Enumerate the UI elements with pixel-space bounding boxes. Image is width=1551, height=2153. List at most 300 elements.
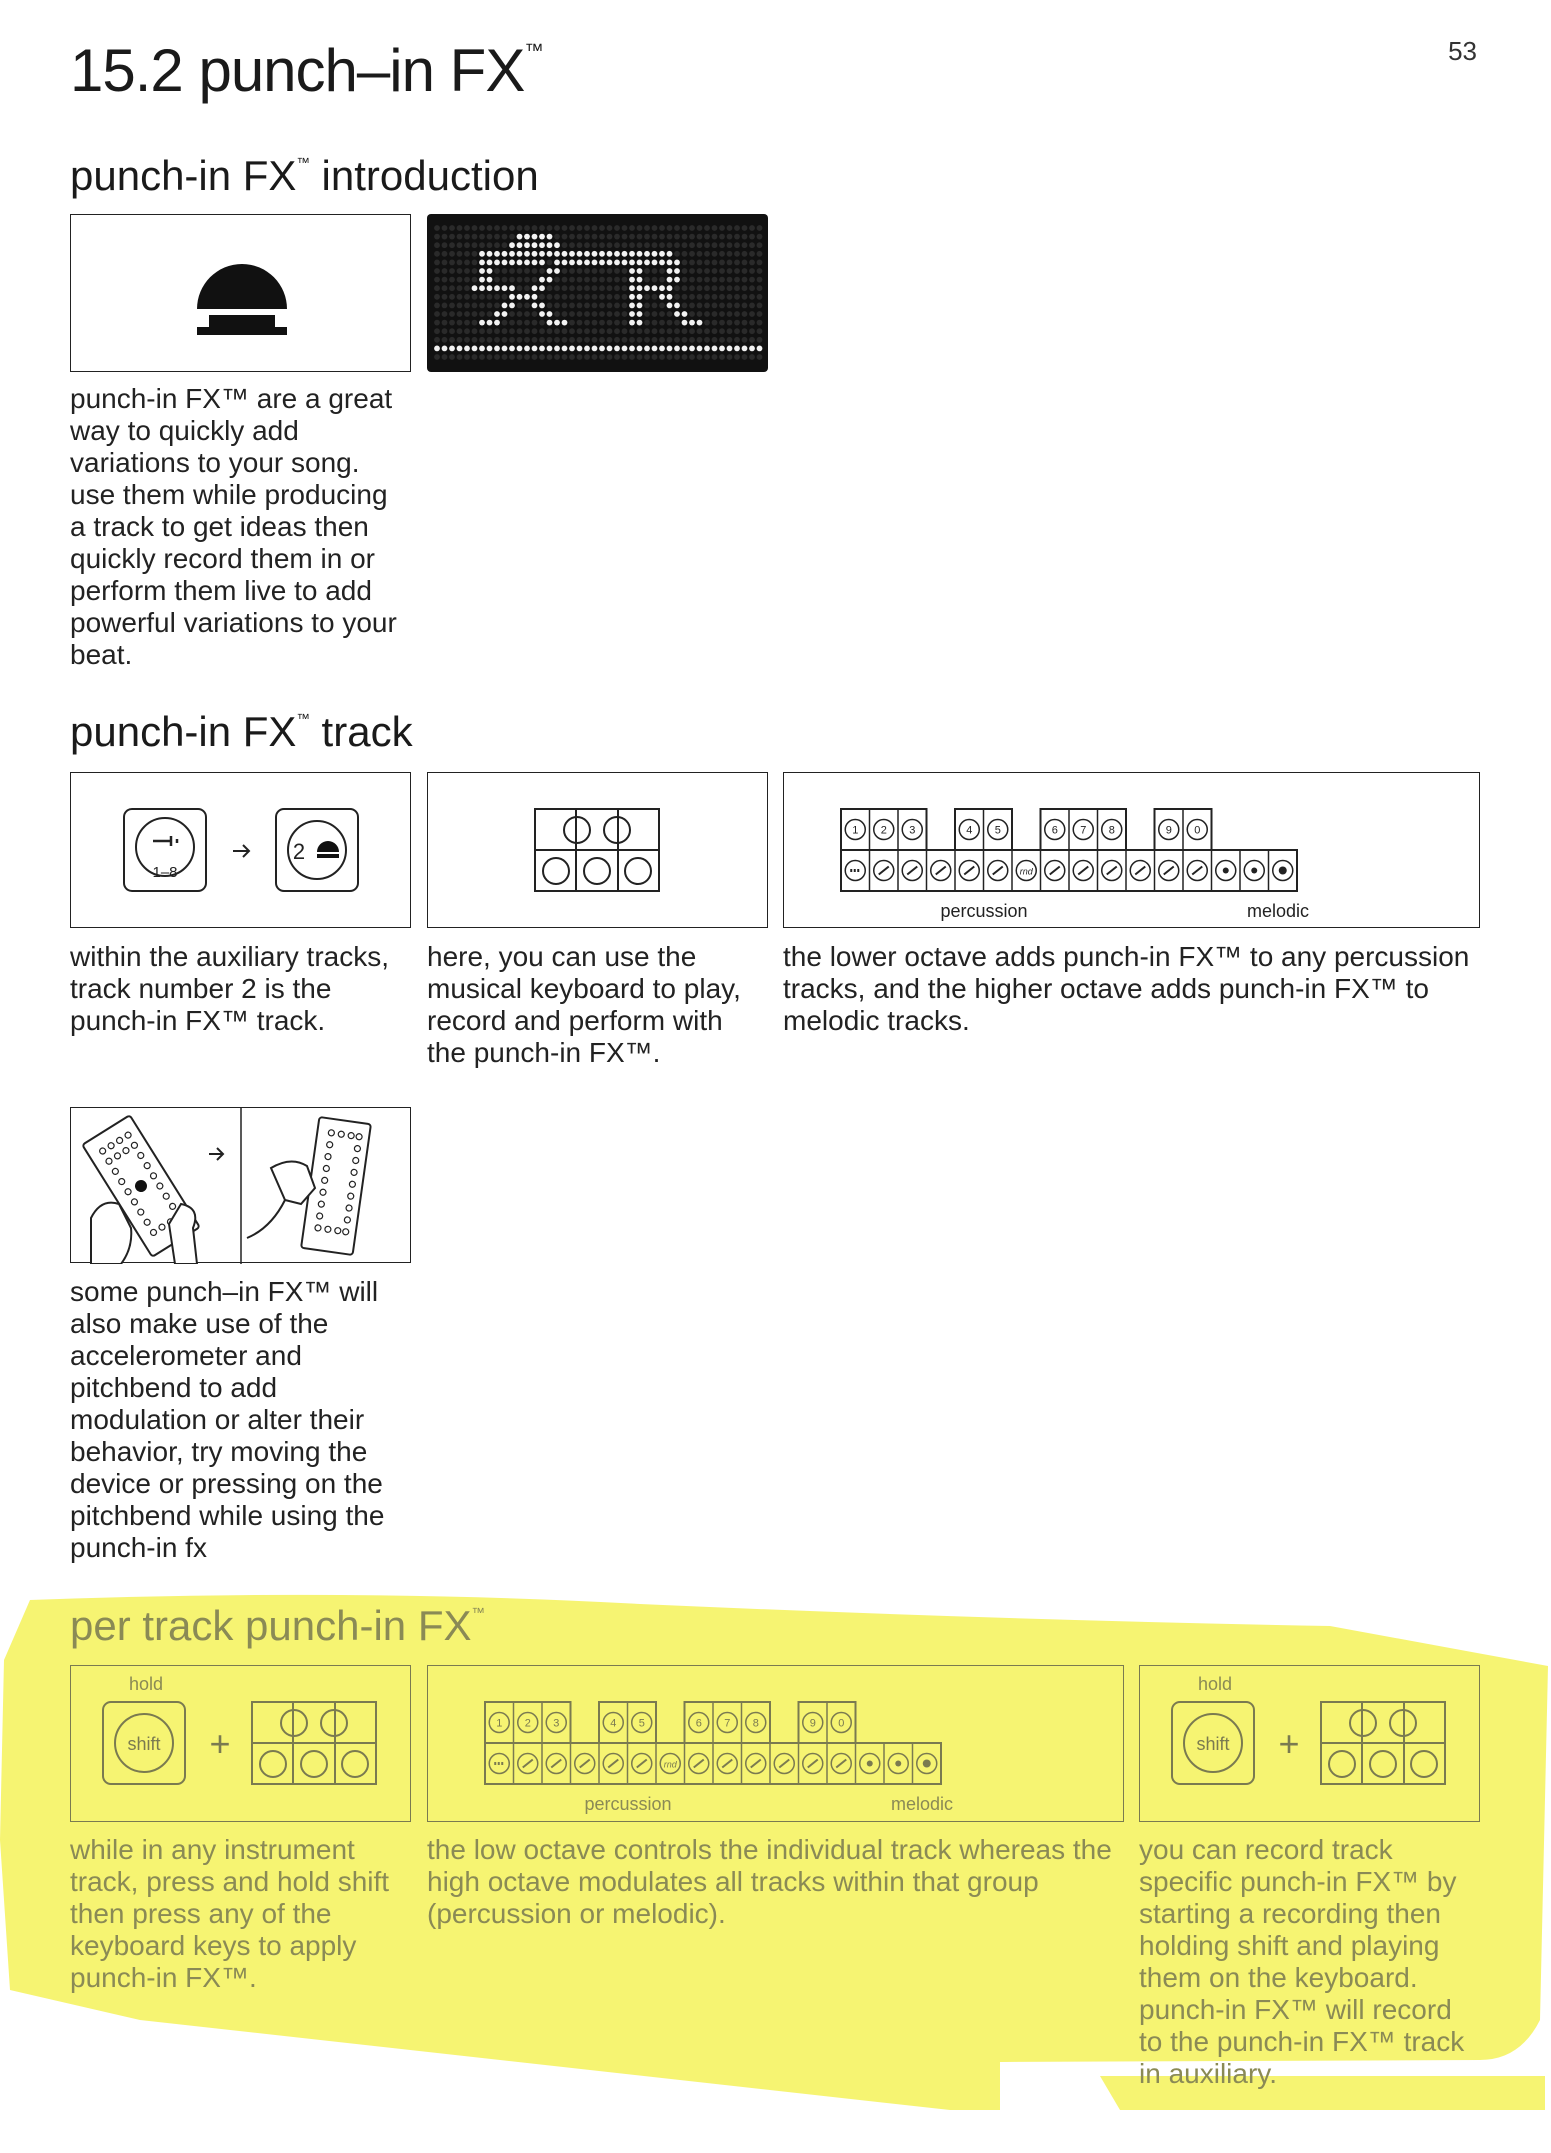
led-dot xyxy=(734,294,740,300)
led-dot xyxy=(712,337,718,343)
led-dot xyxy=(479,320,485,326)
led-dot xyxy=(569,303,575,309)
led-dot xyxy=(607,303,613,309)
led-dot xyxy=(539,251,545,257)
led-dot xyxy=(652,303,658,309)
led-dot xyxy=(464,328,470,334)
led-dot xyxy=(757,260,763,266)
led-dot xyxy=(599,320,605,326)
led-dot xyxy=(659,225,665,231)
led-dot xyxy=(614,294,620,300)
led-dot xyxy=(517,285,523,291)
led-dot xyxy=(749,311,755,317)
led-dot xyxy=(704,225,710,231)
led-dot xyxy=(704,294,710,300)
led-dot xyxy=(592,277,598,283)
led-dot xyxy=(532,320,538,326)
device-tilt-illustration xyxy=(70,1107,411,1263)
led-dot xyxy=(449,320,455,326)
led-dot xyxy=(524,225,530,231)
led-dot xyxy=(457,268,463,274)
led-dot xyxy=(479,268,485,274)
led-dot xyxy=(614,320,620,326)
led-dot xyxy=(449,251,455,257)
accelerometer-caption: some punch–in FX™ will also make use of the accelerometer and pitchbend to add modulation or alter their behavior, try moving the device or pressing on the pitchbend while using the punch-in fx xyxy=(70,1276,385,1563)
led-dot xyxy=(622,354,628,360)
led-dot xyxy=(547,354,553,360)
led-dot xyxy=(704,337,710,343)
led-dot xyxy=(742,251,748,257)
led-dot xyxy=(554,311,560,317)
led-dot xyxy=(487,328,493,334)
led-dot xyxy=(472,242,478,248)
led-dot xyxy=(487,303,493,309)
led-dot xyxy=(607,285,613,291)
led-dot xyxy=(644,277,650,283)
led-dot xyxy=(509,225,515,231)
led-dot xyxy=(607,242,613,248)
led-dot xyxy=(494,277,500,283)
led-dot xyxy=(442,268,448,274)
led-dot xyxy=(442,337,448,343)
led-dot xyxy=(449,354,455,360)
led-dot xyxy=(464,260,470,266)
led-dot xyxy=(524,346,530,352)
led-dot xyxy=(652,354,658,360)
led-dot xyxy=(539,337,545,343)
led-dot xyxy=(697,285,703,291)
led-dot xyxy=(494,268,500,274)
led-dot xyxy=(584,337,590,343)
led-dot xyxy=(434,354,440,360)
led-dot xyxy=(599,346,605,352)
led-dot xyxy=(682,320,688,326)
led-dot xyxy=(719,225,725,231)
led-dot xyxy=(487,337,493,343)
led-dot xyxy=(734,320,740,326)
led-dot xyxy=(539,346,545,352)
led-dot xyxy=(517,311,523,317)
led-dot xyxy=(502,242,508,248)
led-dot xyxy=(727,311,733,317)
led-dot xyxy=(674,311,680,317)
led-dot xyxy=(682,242,688,248)
led-dot xyxy=(734,277,740,283)
led-dot xyxy=(644,242,650,248)
led-dot xyxy=(457,303,463,309)
led-dot xyxy=(539,303,545,309)
led-dot xyxy=(682,260,688,266)
led-dot xyxy=(652,268,658,274)
led-dot xyxy=(532,251,538,257)
led-dot xyxy=(592,225,598,231)
led-dot xyxy=(472,320,478,326)
led-dot xyxy=(502,234,508,240)
led-dot xyxy=(577,303,583,309)
led-dot xyxy=(577,268,583,274)
led-dot xyxy=(607,337,613,343)
led-dot xyxy=(457,346,463,352)
led-dot xyxy=(659,303,665,309)
led-dot xyxy=(682,277,688,283)
led-dot xyxy=(472,234,478,240)
led-dot xyxy=(622,303,628,309)
led-dot xyxy=(659,320,665,326)
led-dot xyxy=(674,242,680,248)
led-dot xyxy=(599,354,605,360)
number-key-label: 5 xyxy=(638,1717,645,1730)
led-dot xyxy=(749,285,755,291)
led-dot xyxy=(562,294,568,300)
led-dot xyxy=(659,337,665,343)
led-dot xyxy=(622,234,628,240)
led-dot xyxy=(457,242,463,248)
led-dot xyxy=(637,337,643,343)
keyboard-icon xyxy=(252,1702,376,1784)
led-dot xyxy=(659,277,665,283)
led-dot xyxy=(614,225,620,231)
led-dot xyxy=(622,320,628,326)
led-dot xyxy=(532,354,538,360)
led-dot xyxy=(472,285,478,291)
intro-paragraph: punch-in FX™ are a great way to quickly add variations to your song. use them while producing a track to get ideas then quickly record them in or perform them live to add powerful variations to your beat. xyxy=(70,383,397,670)
led-dot xyxy=(757,337,763,343)
led-dot xyxy=(749,303,755,309)
led-dot xyxy=(704,354,710,360)
led-dot xyxy=(749,242,755,248)
led-dot xyxy=(539,268,545,274)
led-dot xyxy=(659,268,665,274)
led-dot xyxy=(539,294,545,300)
led-dot xyxy=(539,285,545,291)
led-dot xyxy=(689,328,695,334)
led-dot xyxy=(749,268,755,274)
led-dot xyxy=(734,354,740,360)
led-dot xyxy=(704,285,710,291)
led-dot xyxy=(584,294,590,300)
led-dot xyxy=(697,268,703,274)
led-dot xyxy=(502,251,508,257)
hold-label: hold xyxy=(128,1674,164,1694)
led-dot xyxy=(442,328,448,334)
led-dot xyxy=(472,268,478,274)
led-dot xyxy=(457,225,463,231)
small-keyboard-illustration xyxy=(427,772,768,928)
led-dot xyxy=(674,251,680,257)
led-dot xyxy=(509,311,515,317)
led-dot xyxy=(689,311,695,317)
led-dot xyxy=(532,225,538,231)
led-dot xyxy=(667,268,673,274)
led-dot xyxy=(434,337,440,343)
led-dot xyxy=(689,251,695,257)
number-key-label: 9 xyxy=(809,1717,816,1730)
led-dot xyxy=(562,337,568,343)
led-dot xyxy=(607,294,613,300)
led-dot xyxy=(622,242,628,248)
led-dot xyxy=(554,328,560,334)
led-dot xyxy=(652,234,658,240)
led-dot xyxy=(449,268,455,274)
led-dot xyxy=(599,260,605,266)
led-dot xyxy=(607,225,613,231)
led-dot xyxy=(667,285,673,291)
led-dot xyxy=(697,328,703,334)
led-dot xyxy=(682,294,688,300)
led-dot xyxy=(577,285,583,291)
led-dot xyxy=(569,234,575,240)
led-dot xyxy=(629,251,635,257)
led-dot xyxy=(727,294,733,300)
led-dot xyxy=(524,251,530,257)
led-dot xyxy=(712,242,718,248)
led-dot xyxy=(517,294,523,300)
led-dot xyxy=(577,337,583,343)
led-dot xyxy=(577,346,583,352)
led-dot xyxy=(524,242,530,248)
led-dot xyxy=(479,242,485,248)
led-dot xyxy=(547,225,553,231)
led-dot xyxy=(554,268,560,274)
led-dot xyxy=(487,311,493,317)
number-key-label: 1 xyxy=(852,824,859,837)
led-dot xyxy=(464,354,470,360)
number-key-label: 3 xyxy=(553,1717,560,1730)
rnd-label: rnd xyxy=(663,1759,677,1770)
percussion-label: percussion xyxy=(940,901,1028,921)
led-dot xyxy=(584,311,590,317)
led-dot xyxy=(644,346,650,352)
led-dot xyxy=(517,251,523,257)
led-dot xyxy=(749,294,755,300)
led-dot xyxy=(442,251,448,257)
led-dot xyxy=(712,268,718,274)
led-dot xyxy=(554,251,560,257)
led-dot xyxy=(434,320,440,326)
led-dot xyxy=(629,225,635,231)
led-dot xyxy=(547,251,553,257)
led-dot xyxy=(719,303,725,309)
led-dot xyxy=(487,268,493,274)
led-dot xyxy=(652,294,658,300)
led-dot xyxy=(472,260,478,266)
led-dot xyxy=(584,242,590,248)
led-dot xyxy=(629,354,635,360)
led-dot xyxy=(614,337,620,343)
led-dot xyxy=(592,242,598,248)
led-dot xyxy=(517,225,523,231)
led-dot xyxy=(472,337,478,343)
led-dot xyxy=(524,354,530,360)
led-dot xyxy=(682,268,688,274)
led-dot xyxy=(734,268,740,274)
led-dot xyxy=(637,234,643,240)
led-matrix xyxy=(427,214,768,372)
led-dot xyxy=(442,346,448,352)
led-dot xyxy=(667,260,673,266)
led-dot xyxy=(622,268,628,274)
intro-heading: punch-in FX™ introduction xyxy=(70,152,539,199)
led-dot xyxy=(449,260,455,266)
led-dot xyxy=(734,251,740,257)
led-dot xyxy=(682,251,688,257)
led-dot xyxy=(674,337,680,343)
led-dot xyxy=(659,260,665,266)
led-dot xyxy=(727,337,733,343)
led-dot xyxy=(457,354,463,360)
led-dot xyxy=(667,337,673,343)
led-dot xyxy=(697,225,703,231)
number-key-label: 8 xyxy=(1108,824,1115,837)
led-dot xyxy=(464,337,470,343)
led-dot xyxy=(524,337,530,343)
led-dot xyxy=(727,251,733,257)
led-dot xyxy=(757,242,763,248)
led-dot xyxy=(457,320,463,326)
led-dot xyxy=(509,242,515,248)
led-dot xyxy=(712,311,718,317)
led-dot xyxy=(547,337,553,343)
led-dot xyxy=(584,234,590,240)
led-dot xyxy=(592,328,598,334)
led-dot xyxy=(472,277,478,283)
led-dot xyxy=(517,234,523,240)
led-dot xyxy=(584,285,590,291)
led-dot xyxy=(487,234,493,240)
melodic-label: melodic xyxy=(890,1794,954,1814)
led-dot xyxy=(674,328,680,334)
led-dot xyxy=(532,346,538,352)
led-dot xyxy=(494,294,500,300)
led-dot xyxy=(494,328,500,334)
led-dot xyxy=(562,260,568,266)
led-dot xyxy=(629,277,635,283)
led-dot xyxy=(689,337,695,343)
led-dot xyxy=(569,277,575,283)
led-dot xyxy=(524,268,530,274)
led-dot xyxy=(742,260,748,266)
led-dot xyxy=(704,311,710,317)
led-dot xyxy=(719,328,725,334)
led-dot xyxy=(554,234,560,240)
led-dot xyxy=(689,285,695,291)
led-dot xyxy=(674,285,680,291)
led-dot xyxy=(532,285,538,291)
led-dot xyxy=(554,260,560,266)
per-track-heading: per track punch-in FX™ xyxy=(70,1602,485,1649)
led-dot xyxy=(487,242,493,248)
led-dot xyxy=(517,277,523,283)
led-dot xyxy=(749,225,755,231)
led-dot xyxy=(434,328,440,334)
led-dot xyxy=(539,354,545,360)
led-dot xyxy=(502,303,508,309)
led-dot xyxy=(629,268,635,274)
led-dot xyxy=(689,303,695,309)
led-dot xyxy=(502,320,508,326)
led-dot xyxy=(757,225,763,231)
led-dot xyxy=(757,268,763,274)
led-dot xyxy=(622,311,628,317)
led-dot xyxy=(719,242,725,248)
led-dot xyxy=(719,277,725,283)
led-dot xyxy=(659,311,665,317)
led-dot xyxy=(464,311,470,317)
led-dot xyxy=(622,346,628,352)
led-dot xyxy=(509,346,515,352)
led-dot xyxy=(607,320,613,326)
led-dot xyxy=(689,294,695,300)
led-dot xyxy=(637,303,643,309)
led-dot xyxy=(592,354,598,360)
led-dot xyxy=(704,242,710,248)
led-dot xyxy=(584,251,590,257)
led-dot xyxy=(509,260,515,266)
led-dot xyxy=(614,242,620,248)
led-dot xyxy=(689,320,695,326)
track-caption-2: here, you can use the musical keyboard to play, record and perform with the punch-in FX™. xyxy=(427,941,741,1068)
led-dot xyxy=(487,320,493,326)
led-dot xyxy=(757,303,763,309)
led-dot xyxy=(719,260,725,266)
led-dot xyxy=(472,311,478,317)
led-dot xyxy=(667,346,673,352)
led-dot xyxy=(464,303,470,309)
led-dot xyxy=(629,311,635,317)
shift-label: shift xyxy=(1196,1734,1230,1754)
led-dot xyxy=(629,294,635,300)
led-dot xyxy=(562,251,568,257)
led-dot xyxy=(667,354,673,360)
number-key-label: 1 xyxy=(496,1717,503,1730)
led-dot xyxy=(524,328,530,334)
number-key-label: 3 xyxy=(909,824,916,837)
led-dot xyxy=(569,354,575,360)
led-dot xyxy=(502,277,508,283)
melodic-label: melodic xyxy=(1246,901,1310,921)
led-dot xyxy=(539,311,545,317)
led-dot xyxy=(457,260,463,266)
led-dot xyxy=(569,320,575,326)
led-dot xyxy=(652,225,658,231)
number-key-label: 8 xyxy=(752,1717,759,1730)
led-dot xyxy=(637,277,643,283)
led-dot xyxy=(464,346,470,352)
led-dot xyxy=(667,311,673,317)
led-dot xyxy=(607,311,613,317)
led-dot xyxy=(644,234,650,240)
led-dot xyxy=(659,346,665,352)
led-dot xyxy=(592,251,598,257)
track-heading: punch-in FX™ track xyxy=(70,708,413,755)
led-dot xyxy=(577,294,583,300)
led-dot xyxy=(652,320,658,326)
led-dot xyxy=(434,251,440,257)
led-dot xyxy=(727,277,733,283)
led-dot xyxy=(517,328,523,334)
led-dot xyxy=(734,346,740,352)
led-dot xyxy=(734,225,740,231)
led-dot xyxy=(569,337,575,343)
led-dot xyxy=(562,346,568,352)
led-dot xyxy=(509,277,515,283)
led-dot xyxy=(622,328,628,334)
led-dot xyxy=(644,354,650,360)
led-dot xyxy=(442,242,448,248)
led-dot xyxy=(689,225,695,231)
led-dot xyxy=(547,277,553,283)
led-dot xyxy=(629,234,635,240)
